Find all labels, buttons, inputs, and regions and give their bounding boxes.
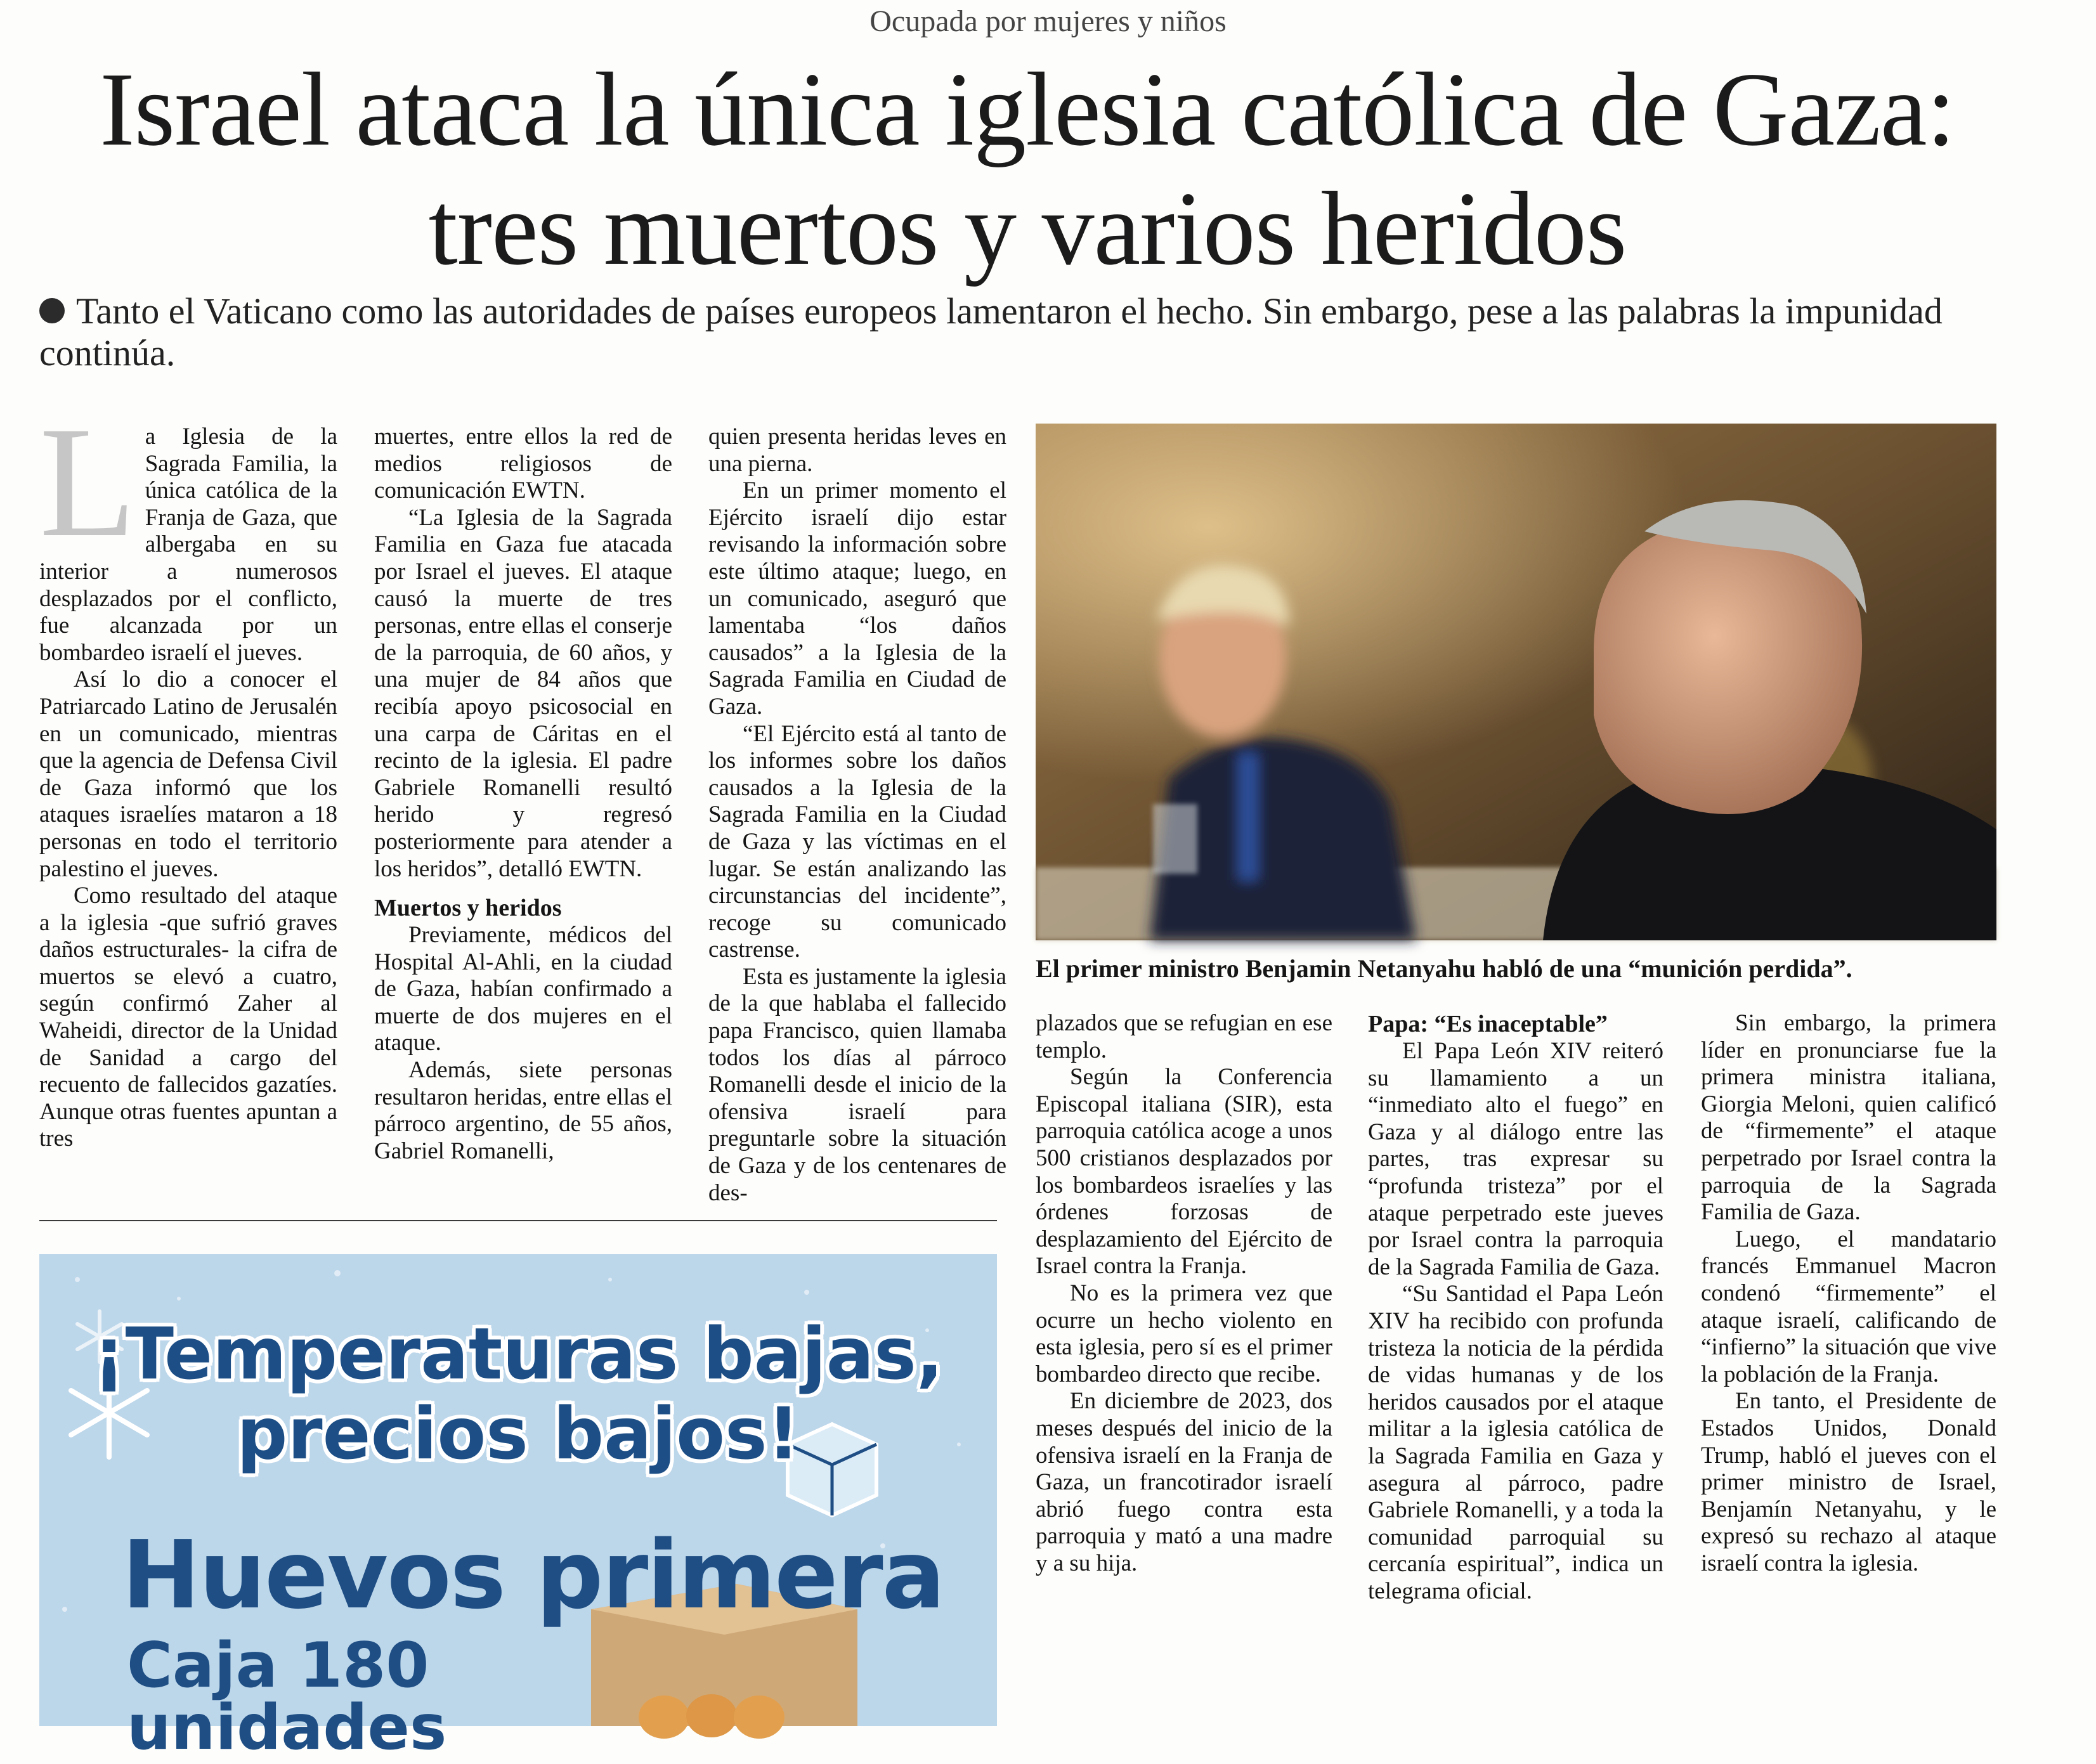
paragraph: muertes, entre ellos la red de medios religiosos de comunicación EWTN. — [374, 424, 672, 504]
article-column-4 — [1036, 1010, 1332, 1577]
paragraph: No es la primera vez que ocurre un hecho violento en esta iglesia, pero sí es el primer bombardeo directo que recibe. — [1036, 1280, 1332, 1387]
ad-headline-line: ¡Temperaturas bajas, — [93, 1313, 944, 1396]
paragraph: Sin embargo, la primera líder en pronunciarse fue la primera ministra italiana, Giorgia Meloni, quien calificó de “firmemente” el ataque perpetrado por Israel contra la parroquia de la Sagrada Familia de Gaza. — [1701, 1010, 1996, 1226]
ad-headline — [39, 1314, 997, 1474]
ad-box-line: Caja 180 — [127, 1630, 429, 1702]
paragraph: “Su Santidad el Papa León XIV ha recibido con profunda tristeza la noticia de la pérdida de vidas humanas y de los heridos causados por el ataque militar a la iglesia católica de la Sagrada Familia en Gaza y asegura al párroco, padre Gabriele Romanelli, y a toda la comunidad parroquial su cercanía espiritual”, indica un telegrama oficial. — [1368, 1281, 1663, 1604]
paragraph: Además, siete personas resultaron heridas, entre ellas el párroco argentino, de 55 años, Gabriel Romanelli, — [374, 1057, 672, 1164]
dropcap: L — [39, 394, 136, 570]
bullet-icon — [39, 298, 65, 323]
ad-headline-line: precios bajos! — [237, 1393, 800, 1475]
kicker: Ocupada por mujeres y niños — [869, 4, 1227, 38]
column-divider — [39, 1220, 997, 1221]
paragraph: “El Ejército está al tanto de los informes sobre los daños causados a la Iglesia de la Sagrada Familia en la Ciudad de Gaza y las víctimas en el lugar. Se están analizando las circunstancias del incidente”, recoge su comunicado castrense. — [708, 720, 1006, 963]
ad-product-name: Huevos primera — [122, 1521, 944, 1630]
article-column-1 — [39, 394, 337, 1153]
paragraph: quien presenta heridas leves en una pierna. — [708, 424, 1006, 477]
paragraph: Luego, el mandatario francés Emmanuel Macron condenó “firmemente” el ataque israelí, calificando de “infierno” la situación que vive la población de la Franja. — [1701, 1226, 1996, 1387]
paragraph: En un primer momento el Ejército israelí dijo estar revisando la información sobre este último ataque; luego, en un comunicado, aseguró que lamentaba “los daños causados” a la Iglesia de la Sagrada Familia en Ciudad de Gaza. — [708, 477, 1006, 720]
paragraph: Como resultado del ataque a la iglesia -que sufrió graves daños estructurales- la cifra de muertos se elevó a cuatro, según confirmó Zaher al Waheidi, director de la Unidad de Sanidad a cargo del recuento de fallecidos gazatíes. Aunque otras fuentes apuntan a tres — [39, 883, 337, 1152]
photo-illustration — [1036, 424, 1996, 940]
article-column-5 — [1368, 1010, 1663, 1605]
article-column-3 — [708, 424, 1006, 1207]
paragraph: Esta es justamente la iglesia de la que hablaba el fallecido papa Francisco, quien llamaba todos los días al párroco Romanelli desde el inicio de la ofensiva israelí para preguntarle sobre la situación de Gaza y de los centenares de des- — [708, 963, 1006, 1206]
paragraph: Previamente, médicos del Hospital Al-Ahli, en la ciudad de Gaza, habían confirmado a muerte de dos mujeres en el ataque. — [374, 922, 672, 1056]
headline: Israel ataca la única iglesia católica de Gaza: tres muertos y varios heridos — [100, 51, 1955, 287]
paragraph: “La Iglesia de la Sagrada Familia en Gaza fue atacada por Israel el jueves. El ataque causó la muerte de tres personas, entre ellas el conserje de la parroquia, de 60 años, y una mujer de 84 años que recibía apoyo psicosocial en una carpa de Cáritas en el recinto de la iglesia. El padre Gabriele Romanelli resultó herido y regresó posteriormente para atender a los heridos”, detalló EWTN. — [374, 504, 672, 882]
subtitle — [39, 290, 1980, 374]
paragraph: En tanto, el Presidente de Estados Unidos, Donald Trump, habló el jueves con el primer ministro de Israel, Benjamín Netanyahu, y le expresó su rechazo al ataque israelí contra la iglesia. — [1701, 1388, 1996, 1576]
ad-box-line: unidades — [127, 1692, 447, 1764]
news-photo — [1036, 424, 1996, 940]
article-column-6 — [1701, 1010, 1996, 1577]
subtitle-text: Tanto el Vaticano como las autoridades de países europeos lamentaron el hecho. Sin embargo, pese a las palabras la impunidad continúa. — [39, 290, 1943, 373]
paragraph: Según la Conferencia Episcopal italiana (SIR), esta parroquia católica acoge a unos 500 cristianos desplazados por los bombardeos israelíes y las órdenes forzosas de desplazamiento del Ejército de Israel contra la Franja. — [1036, 1064, 1332, 1280]
ad-box-size — [127, 1630, 507, 1764]
paragraph: plazados que se refugian en ese templo. — [1036, 1010, 1332, 1063]
paragraph: En diciembre de 2023, dos meses después del inicio de la ofensiva israelí en la Franja de Gaza, un francotirador israelí abrió fuego contra esta parroquia y mató a una madre y a su hija. — [1036, 1388, 1332, 1576]
section-heading: Papa: “Es inaceptable” — [1368, 1011, 1608, 1037]
article-column-2 — [374, 424, 672, 1165]
section-heading: Muertos y heridos — [374, 895, 562, 922]
paragraph: El Papa León XIV reiteró su llamamiento a un “inmediato alto el fuego” en Gaza y al diálogo entre las partes, tras expresar su “profunda tristeza” por el ataque perpetrado este jueves por Israel contra la parroquia de la Sagrada Familia de Gaza. — [1368, 1038, 1663, 1280]
advertisement — [39, 1254, 997, 1764]
photo-caption: El primer ministro Benjamin Netanyahu habló de una “munición perdida”. — [1036, 954, 1852, 983]
paragraph: a Iglesia de la Sagrada Familia, la única católica de la Franja de Gaza, que albergaba en su interior a numerosos desplazados por el conflicto, fue alcanzada por un bombardeo israelí el jueves. — [39, 424, 337, 666]
paragraph: Así lo dio a conocer el Patriarcado Latino de Jerusalén en un comunicado, mientras que la agencia de Defensa Civil de Gaza informó que los ataques israelíes mataron a 18 personas en todo el territorio palestino el jueves. — [39, 666, 337, 882]
